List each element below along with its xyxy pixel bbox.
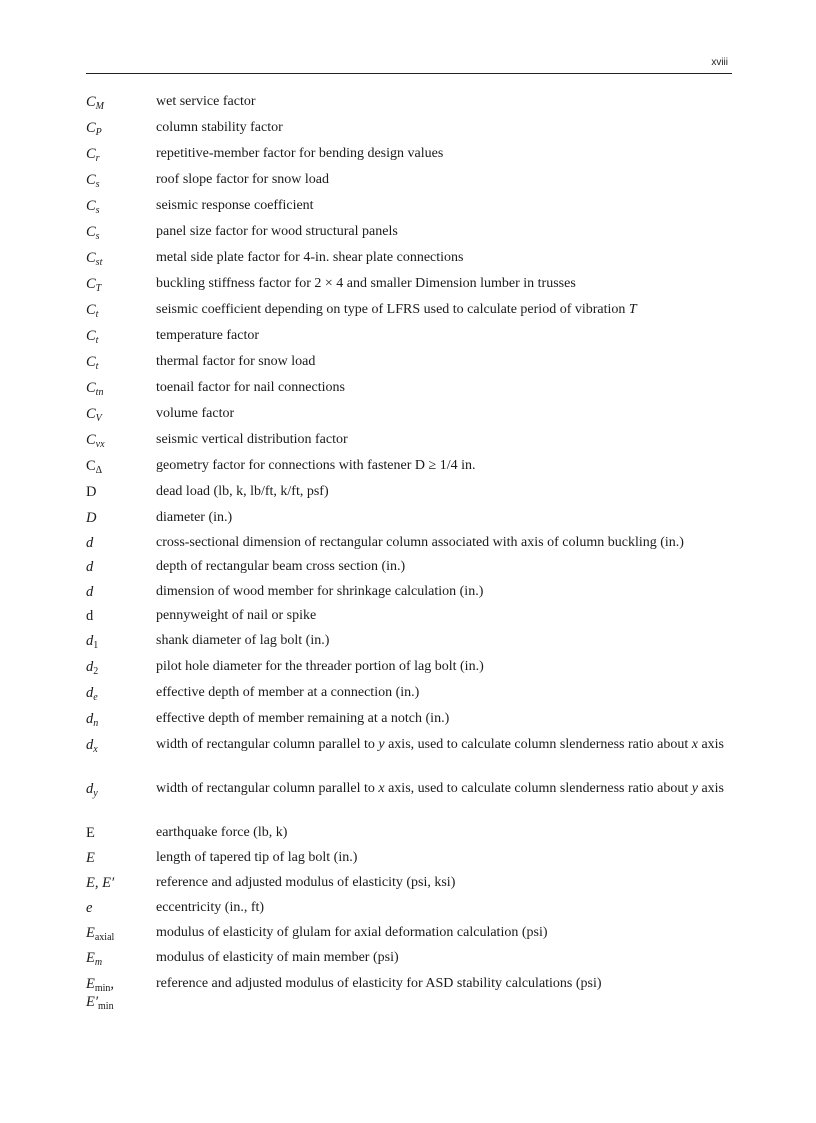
notation-entry [0, 301, 816, 327]
definition-text: thermal factor for snow load [156, 354, 316, 369]
symbol-base: C [86, 302, 96, 318]
symbol-subscript: t [95, 309, 99, 320]
notation-entry [0, 558, 816, 583]
symbol-base: E [86, 976, 95, 992]
symbol-subscript: st [95, 257, 103, 268]
notation-definition [156, 483, 736, 501]
notation-entry [0, 780, 816, 824]
symbol-subscript: e [93, 692, 98, 703]
symbol-base: d [86, 535, 94, 551]
notation-definition [156, 874, 736, 892]
notation-entry [0, 509, 816, 534]
notation-symbol [86, 924, 152, 942]
notation-definition [156, 684, 736, 702]
symbol-base: D [86, 484, 97, 500]
symbol-base: C [86, 250, 96, 266]
definition-part: width of rectangular column parallel to [156, 781, 379, 796]
notation-symbol [86, 509, 152, 527]
definition-part: axis, used to calculate column slenderness ratio about [384, 737, 692, 752]
symbol-subscript: m [94, 957, 103, 968]
notation-definition [156, 93, 736, 111]
notation-symbol [86, 632, 152, 650]
definition-text: volume factor [156, 406, 235, 421]
definition-text: geometry factor for connections with fastener D ≥ 1/4 in. [156, 458, 476, 473]
definition-text: wet service factor [156, 94, 256, 109]
notation-entry [0, 145, 816, 171]
symbol-base: D [86, 510, 97, 526]
notation-definition [156, 327, 736, 345]
notation-definition [156, 632, 736, 650]
notation-definition [156, 379, 736, 397]
definition-part: x [378, 781, 385, 796]
notation-definition [156, 275, 736, 293]
notation-symbol [86, 949, 152, 967]
definition-text: buckling stiffness factor for 2 × 4 and smaller Dimension lumber in trusses [156, 276, 576, 291]
symbol-base: d [86, 659, 94, 675]
definition-text: earthquake force (lb, k) [156, 825, 288, 840]
notation-definition [156, 824, 736, 842]
notation-entry [0, 353, 816, 379]
notation-entry [0, 658, 816, 684]
notation-entry [0, 379, 816, 405]
definition-text: length of tapered tip of lag bolt (in.) [156, 850, 358, 865]
notation-definition [156, 736, 736, 754]
definition-part: axis [697, 737, 725, 752]
definition-part: x [691, 737, 698, 752]
symbol-subscript: M [95, 101, 105, 112]
definition-text: panel size factor for wood structural panels [156, 224, 398, 239]
symbol-base: C [86, 276, 96, 292]
notation-symbol [86, 849, 152, 867]
notation-symbol [86, 684, 152, 702]
symbol-subscript: s [95, 231, 100, 242]
symbol-base: E, E′ [86, 875, 115, 891]
definition-text: diameter (in.) [156, 510, 233, 525]
notation-symbol [86, 223, 152, 241]
definition-text: cross-sectional dimension of rectangular column associated with axis of column buckling (in.) [156, 535, 684, 550]
definition-text: effective depth of member remaining at a notch (in.) [156, 711, 450, 726]
symbol-subscript: vx [95, 439, 105, 450]
symbol-base: C [86, 94, 96, 110]
symbol-base: C [86, 120, 96, 136]
definition-part: y [378, 737, 385, 752]
symbol-base: d [86, 633, 94, 649]
definition-part: y [691, 781, 698, 796]
notation-definition [156, 405, 736, 423]
definition-text: metal side plate factor for 4-in. shear plate connections [156, 250, 464, 265]
symbol-subscript: min [94, 983, 111, 994]
symbol-base: d [86, 584, 94, 600]
symbol-base: d [86, 685, 94, 701]
symbol-base: E [86, 950, 95, 966]
symbol-base: d [86, 711, 94, 727]
symbol-base: C [86, 380, 96, 396]
notation-symbol [86, 145, 152, 163]
notation-symbol [86, 301, 152, 319]
definition-part: axis, used to calculate column slenderness ratio about [384, 781, 692, 796]
notation-entry [0, 684, 816, 710]
page-number: xviii [711, 57, 728, 68]
symbol-base: d [86, 559, 94, 575]
symbol-base: C [86, 406, 96, 422]
notation-definition [156, 249, 736, 267]
notation-definition [156, 849, 736, 867]
notation-symbol [86, 975, 152, 1011]
definition-text: seismic response coefficient [156, 198, 314, 213]
notation-symbol [86, 483, 152, 501]
notation-symbol [86, 275, 152, 293]
definition-text: dead load (lb, k, lb/ft, k/ft, psf) [156, 484, 329, 499]
notation-definition [156, 924, 736, 942]
notation-symbol [86, 119, 152, 137]
notation-entry [0, 119, 816, 145]
notation-definition [156, 658, 736, 676]
notation-symbol [86, 658, 152, 676]
notation-symbol [86, 457, 152, 475]
definition-text: pilot hole diameter for the threader portion of lag bolt (in.) [156, 659, 484, 674]
notation-symbol [86, 583, 152, 601]
symbol-subscript: 1 [93, 640, 99, 651]
notation-entry [0, 534, 816, 558]
notation-entry [0, 710, 816, 736]
notation-symbol [86, 197, 152, 215]
definition-text: repetitive-member factor for bending design values [156, 146, 444, 161]
notation-entry [0, 632, 816, 658]
definition-text: column stability factor [156, 120, 283, 135]
symbol-separator: , [110, 976, 115, 992]
symbol-subscript: Δ [95, 465, 103, 476]
symbol-base: C [86, 432, 96, 448]
notation-symbol [86, 171, 152, 189]
notation-list [0, 93, 816, 1012]
symbol-subscript: T [95, 283, 102, 294]
notation-entry [0, 607, 816, 632]
symbol-subscript: tn [95, 387, 104, 398]
definition-text: depth of rectangular beam cross section (in.) [156, 559, 406, 574]
symbol-subscript: s [95, 179, 100, 190]
notation-symbol [86, 736, 152, 754]
definition-text: seismic coefficient depending on type of LFRS used to calculate period of vibration [156, 302, 629, 317]
symbol-subscript: y [93, 788, 98, 799]
symbol-subscript: r [95, 153, 100, 164]
notation-entry [0, 457, 816, 483]
symbol-subscript: t [95, 335, 99, 346]
symbol-base: E [86, 925, 95, 941]
symbol-base: d [86, 737, 94, 753]
notation-entry [0, 924, 816, 949]
definition-text: pennyweight of nail or spike [156, 608, 317, 623]
symbol-base: E [86, 825, 95, 841]
notation-entry [0, 824, 816, 849]
notation-entry [0, 223, 816, 249]
notation-symbol [86, 558, 152, 576]
notation-definition [156, 558, 736, 576]
definition-text: temperature factor [156, 328, 259, 343]
symbol-base: C [86, 328, 96, 344]
notation-symbol [86, 534, 152, 552]
notation-entry [0, 93, 816, 119]
notation-symbol [86, 405, 152, 423]
notation-entry [0, 583, 816, 607]
symbol-base: C [86, 458, 96, 474]
definition-part: axis [697, 781, 725, 796]
notation-definition [156, 509, 736, 527]
definition-text: seismic vertical distribution factor [156, 432, 348, 447]
notation-entry [0, 483, 816, 509]
notation-entry [0, 899, 816, 924]
notation-symbol [86, 824, 152, 842]
definition-text: toenail factor for nail connections [156, 380, 345, 395]
notation-symbol [86, 710, 152, 728]
notation-symbol [86, 874, 152, 892]
symbol-base: d [86, 608, 94, 624]
symbol-subscript: t [95, 361, 99, 372]
notation-entry [0, 249, 816, 275]
notation-entry [0, 327, 816, 353]
notation-definition [156, 353, 736, 371]
notation-definition [156, 431, 736, 449]
notation-definition [156, 949, 736, 967]
notation-definition [156, 607, 736, 625]
symbol-subscript: n [93, 718, 99, 729]
notation-definition [156, 710, 736, 728]
notation-definition [156, 975, 736, 993]
symbol-subscript: s [95, 205, 100, 216]
notation-symbol [86, 379, 152, 397]
symbol-subscript: P [95, 127, 102, 138]
symbol-base: C [86, 354, 96, 370]
notation-definition [156, 119, 736, 137]
definition-text: reference and adjusted modulus of elasticity for ASD stability calculations (psi) [156, 976, 602, 991]
symbol-base: C [86, 146, 96, 162]
symbol-subscript-2: min [98, 1001, 114, 1012]
definition-text: reference and adjusted modulus of elasticity (psi, ksi) [156, 875, 456, 890]
notation-definition [156, 171, 736, 189]
notation-symbol [86, 607, 152, 625]
notation-entry [0, 431, 816, 457]
symbol-base: C [86, 224, 96, 240]
notation-symbol [86, 327, 152, 345]
notation-entry [0, 849, 816, 874]
notation-symbol [86, 93, 152, 111]
notation-symbol [86, 899, 152, 917]
symbol-base-2: E′ [86, 994, 99, 1010]
symbol-base: e [86, 900, 93, 916]
notation-definition [156, 223, 736, 241]
definition-text: modulus of elasticity of main member (psi) [156, 950, 399, 965]
symbol-subscript: axial [94, 932, 115, 943]
symbol-base: d [86, 781, 94, 797]
notation-definition [156, 780, 736, 798]
notation-definition [156, 301, 736, 319]
definition-text: effective depth of member at a connection (in.) [156, 685, 420, 700]
notation-definition [156, 457, 736, 475]
notation-definition [156, 583, 736, 601]
notation-definition [156, 145, 736, 163]
notation-definition [156, 899, 736, 917]
symbol-base: C [86, 172, 96, 188]
symbol-subscript: x [93, 744, 98, 755]
notation-definition [156, 197, 736, 215]
notation-entry [0, 736, 816, 780]
definition-text: eccentricity (in., ft) [156, 900, 265, 915]
symbol-base: C [86, 198, 96, 214]
symbol-subscript: V [95, 413, 102, 424]
definition-text: roof slope factor for snow load [156, 172, 330, 187]
definition-text: shank diameter of lag bolt (in.) [156, 633, 330, 648]
notation-symbol [86, 249, 152, 267]
notation-entry [0, 874, 816, 899]
notation-entry [0, 275, 816, 301]
definition-text: dimension of wood member for shrinkage calculation (in.) [156, 584, 484, 599]
notation-entry [0, 405, 816, 431]
symbol-subscript: 2 [93, 666, 99, 677]
notation-entry [0, 171, 816, 197]
notation-entry [0, 975, 816, 1012]
header-rule [86, 73, 732, 74]
notation-symbol [86, 353, 152, 371]
definition-part: width of rectangular column parallel to [156, 737, 379, 752]
definition-text: modulus of elasticity of glulam for axial deformation calculation (psi) [156, 925, 548, 940]
symbol-base: E [86, 850, 95, 866]
notation-symbol [86, 431, 152, 449]
notation-entry [0, 197, 816, 223]
notation-definition [156, 534, 736, 552]
notation-entry [0, 949, 816, 975]
notation-symbol [86, 780, 152, 798]
definition-variable: T [628, 302, 637, 317]
